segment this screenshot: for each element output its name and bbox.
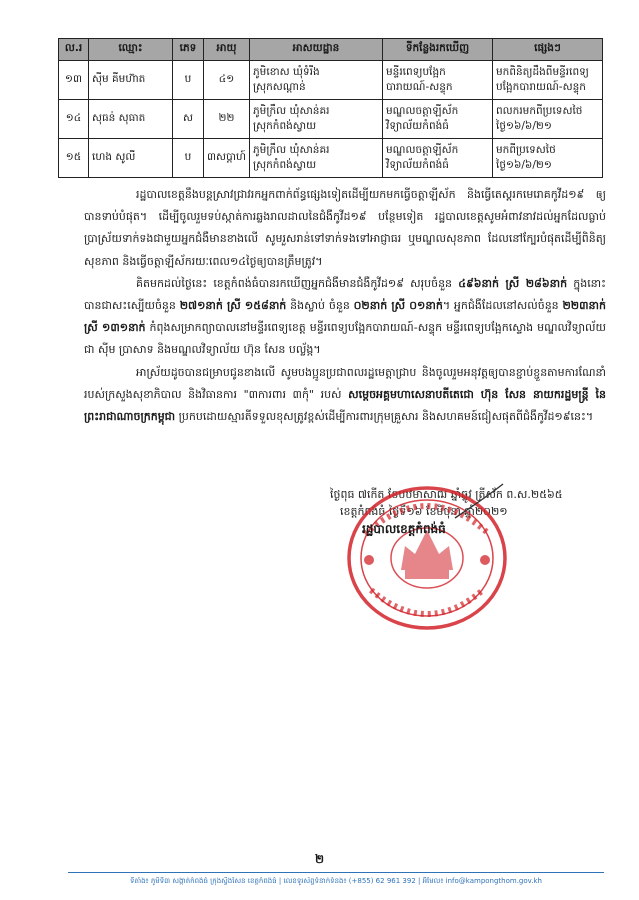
cell-line: មណ្ឌលចត្តាឡីស័ក <box>386 105 459 117</box>
text-run: ប្រកបដោយស្មារតីទទួលខុសត្រូវខ្ពស់ដើម្បីការពារក្រុមគ្រួសារ និងសហគមន៍ជៀសផុតពីជំងឺកូវីដ១៩នេះ។ <box>175 410 594 424</box>
cell-age: ៣សប្ដាហ៍ <box>204 139 250 178</box>
cell-line: មកពីប្រទេសថៃ <box>496 144 556 156</box>
header-other: ផ្សេងៗ <box>493 39 603 61</box>
text-run: កំពុងសម្រាកព្យាបាលនៅមន្ទីរពេទ្យខេត្ត មន្ទីរពេទ្យបង្អែកបារាយណ៍-សន្ទុក មន្ទីរពេទ្យបង្អែកស្ទោង មណ្ឌលវិទ្យាល័យ ជា ស៊ីម ប្រាសាទ និងមណ្ឌលវិទ្យាល័យ ហ៊ុន សែន បល្ល័ង្ក។ <box>84 321 607 357</box>
cell-address <box>250 100 383 139</box>
total-cases: ៤៩៦នាក់ ស្រី ២៨៦នាក់ <box>458 276 568 290</box>
remaining-cases: ២២៣នាក់ ស្រី ១៣១នាក់ <box>84 299 606 335</box>
cases-table <box>58 38 603 178</box>
cell-found-location <box>383 139 493 178</box>
cell-sex: ប <box>173 61 204 100</box>
table-row <box>59 61 603 100</box>
cell-line: ភូមិក្រឹល ឃុំសាន់គរ <box>253 105 330 117</box>
cell-age: ២២ <box>204 100 250 139</box>
paragraph-investigation: រដ្ឋបាលខេត្តនឹងបន្តស្រាវជ្រាវរកអ្នកពាក់ព័ន្ធផ្សេងទៀតដើម្បីយកមកធ្វើចត្តាឡីស័ក និងធ្វើតេស្ដរកមេរោគកូវីដ១៩ ឲ្យបានទាប់បំផុត។ ដើម្បីចូលរួមទប់ស្កាត់ការឆ្លងរាលដាលនៃជំងឺកូវីដ១៩ បន្ថែមទៀត រដ្ឋបាលខេត្តសូមអំពាវនាវដល់អ្នកដែលធ្លាប់ប្រាស្រ័យទាក់ទងជាមួយអ្នកជំងឺមានខាងលើ សូមរួសរាន់ទៅទាក់ទងទៅអាជ្ញាធរ ឬមណ្ឌលសុខភាព ដែលនៅក្បែរបំផុតដើម្បីពិនិត្យសុខភាព និងធ្វើចត្តាឡីស័ករយៈពេល១៤ថ្ងៃឲ្យបានត្រឹមត្រូវ។ <box>84 188 606 268</box>
death-cases: ០២នាក់ ស្រី ០១នាក់ <box>353 299 443 313</box>
cell-line: ស្រុកកំពង់ស្វាយ <box>253 159 317 171</box>
cell-address <box>250 139 383 178</box>
cell-line: ស្រុកកំពង់ស្វាយ <box>253 120 317 132</box>
footer-contact: ទីតាំង៖ ភូមិទី៣ សង្កាត់កំពង់ធំ ក្រុងស្ទឹងសែន ខេត្តកំពង់ធំ | លេខទូរស័ព្ទទំនាក់ទំនង៖ (+855) 62 961 392 | អ៊ីមែល៖ info@kampongthom.gov.kh <box>130 877 542 885</box>
header-found-location: ទីកន្លែងរកឃើញ <box>383 39 493 61</box>
cell-line: ពលករមកពីប្រទេសថៃ <box>496 105 583 117</box>
recovered-cases: ២៧១នាក់ ស្រី ១៥៨នាក់ <box>179 299 287 313</box>
text-run: អាស្រ័យដូចបានជម្រាបជូនខាងលើ សូមបងប្អូនប្រជាពលរដ្ឋមេត្តាជ្រាប និងចូលរួមអនុវត្តឲ្យបានខ្ជាប់ខ្ជួនតាមការណែនាំរបស់ក្រសួងសុខាភិបាល និងវិធានការ "៣ការពារ ៣កុំ" របស់ <box>84 365 606 401</box>
cell-line: មណ្ឌលចត្តាឡីស័ក <box>386 144 459 156</box>
cell-sex: ស <box>173 100 204 139</box>
cell-address <box>250 61 383 100</box>
header-name: ឈ្មោះ <box>89 39 173 61</box>
table-header-row <box>59 39 603 61</box>
official-seal <box>335 478 525 633</box>
signature-title: រដ្ឋបាលខេត្តកំពង់ធំ <box>362 522 446 536</box>
cell-age: ៤១ <box>204 61 250 100</box>
table-row <box>59 139 603 178</box>
cell-line: វិទ្យាល័យកំពង់ធំ <box>386 159 449 171</box>
cell-line: ថ្ងៃ១៦/៦/២១ <box>496 120 552 132</box>
body-text <box>84 184 606 428</box>
text-run: ។ អ្នកជំងឺដែលនៅសល់ចំនួន <box>442 299 563 313</box>
paragraph-statistics <box>84 273 606 362</box>
cell-line: ថ្ងៃ១៦/៦/២១ <box>496 159 552 171</box>
text-run: និងស្លាប់ ចំនួន <box>286 299 354 313</box>
cell-line: ភូមិក្រឹល ឃុំសាន់គរ <box>253 144 330 156</box>
cell-sex: ប <box>173 139 204 178</box>
prime-minister-title: សម្ដេចអគ្គមហាសេនាបតីតេជោ ហ៊ុន សែន នាយករដ្ឋមន្ត្រី នៃព្រះរាជាណាចក្រកម្ពុជា <box>84 387 606 424</box>
cell-name: ហេង សូលី <box>89 139 173 178</box>
cell-found-location <box>383 100 493 139</box>
text-run: គិតមកដល់ថ្ងៃនេះ ខេត្តកំពង់ធំបានរកឃើញអ្នកជំងឺមានជំងឺកូវីដ១៩ សរុបចំនួន <box>136 276 459 290</box>
header-address: អាសយដ្ឋាន <box>250 39 383 61</box>
cell-number: ១៥ <box>59 139 89 178</box>
cell-name: ស៊ីម គីមហ៊ាត <box>89 61 173 100</box>
cell-found-location <box>383 61 493 100</box>
page-number: ២ <box>314 852 325 866</box>
cell-line: បង្អែកបារាយណ៍-សន្ទុក <box>496 81 586 93</box>
cell-line: ភូមិខោស ឃុំទំរីង <box>253 66 320 78</box>
lunar-date: ថ្ងៃពុធ ៧កើត ខែបឋមាសាឍ ឆ្នាំឆ្លូវ ត្រីស័ក ព.ស.២៥៦៥ <box>330 488 563 501</box>
header-age: អាយុ <box>204 39 250 61</box>
header-number: ល.រ <box>59 39 89 61</box>
cell-other <box>493 139 603 178</box>
table-row <box>59 100 603 139</box>
footer-divider <box>68 872 604 873</box>
text-run: ក្នុងនោះបានជាសះស្បើយចំនួន <box>84 276 606 313</box>
cell-other <box>493 100 603 139</box>
cell-number: ១៣ <box>59 61 89 100</box>
cell-line: មន្ទីរពេទ្យបង្អែក <box>386 66 446 78</box>
paragraph-appeal <box>84 362 606 429</box>
cell-other <box>493 61 603 100</box>
cell-line: មកពិនិត្យដឹងពីមន្ទីរពេទ្យ <box>496 66 589 78</box>
cell-line: ស្រុកសណ្ដាន់ <box>253 81 306 93</box>
header-sex: ភេទ <box>173 39 204 61</box>
cell-line: វិទ្យាល័យកំពង់ធំ <box>386 120 449 132</box>
cell-line: បារាយណ៍-សន្ទុក <box>386 81 453 93</box>
solar-date: ខេត្តកំពង់ធំ ថ្ងៃទី១៦ ខែមិថុនា ឆ្នាំ២០២១ <box>340 505 508 518</box>
cell-number: ១៤ <box>59 100 89 139</box>
cell-name: សុធន់ សុធាត <box>89 100 173 139</box>
